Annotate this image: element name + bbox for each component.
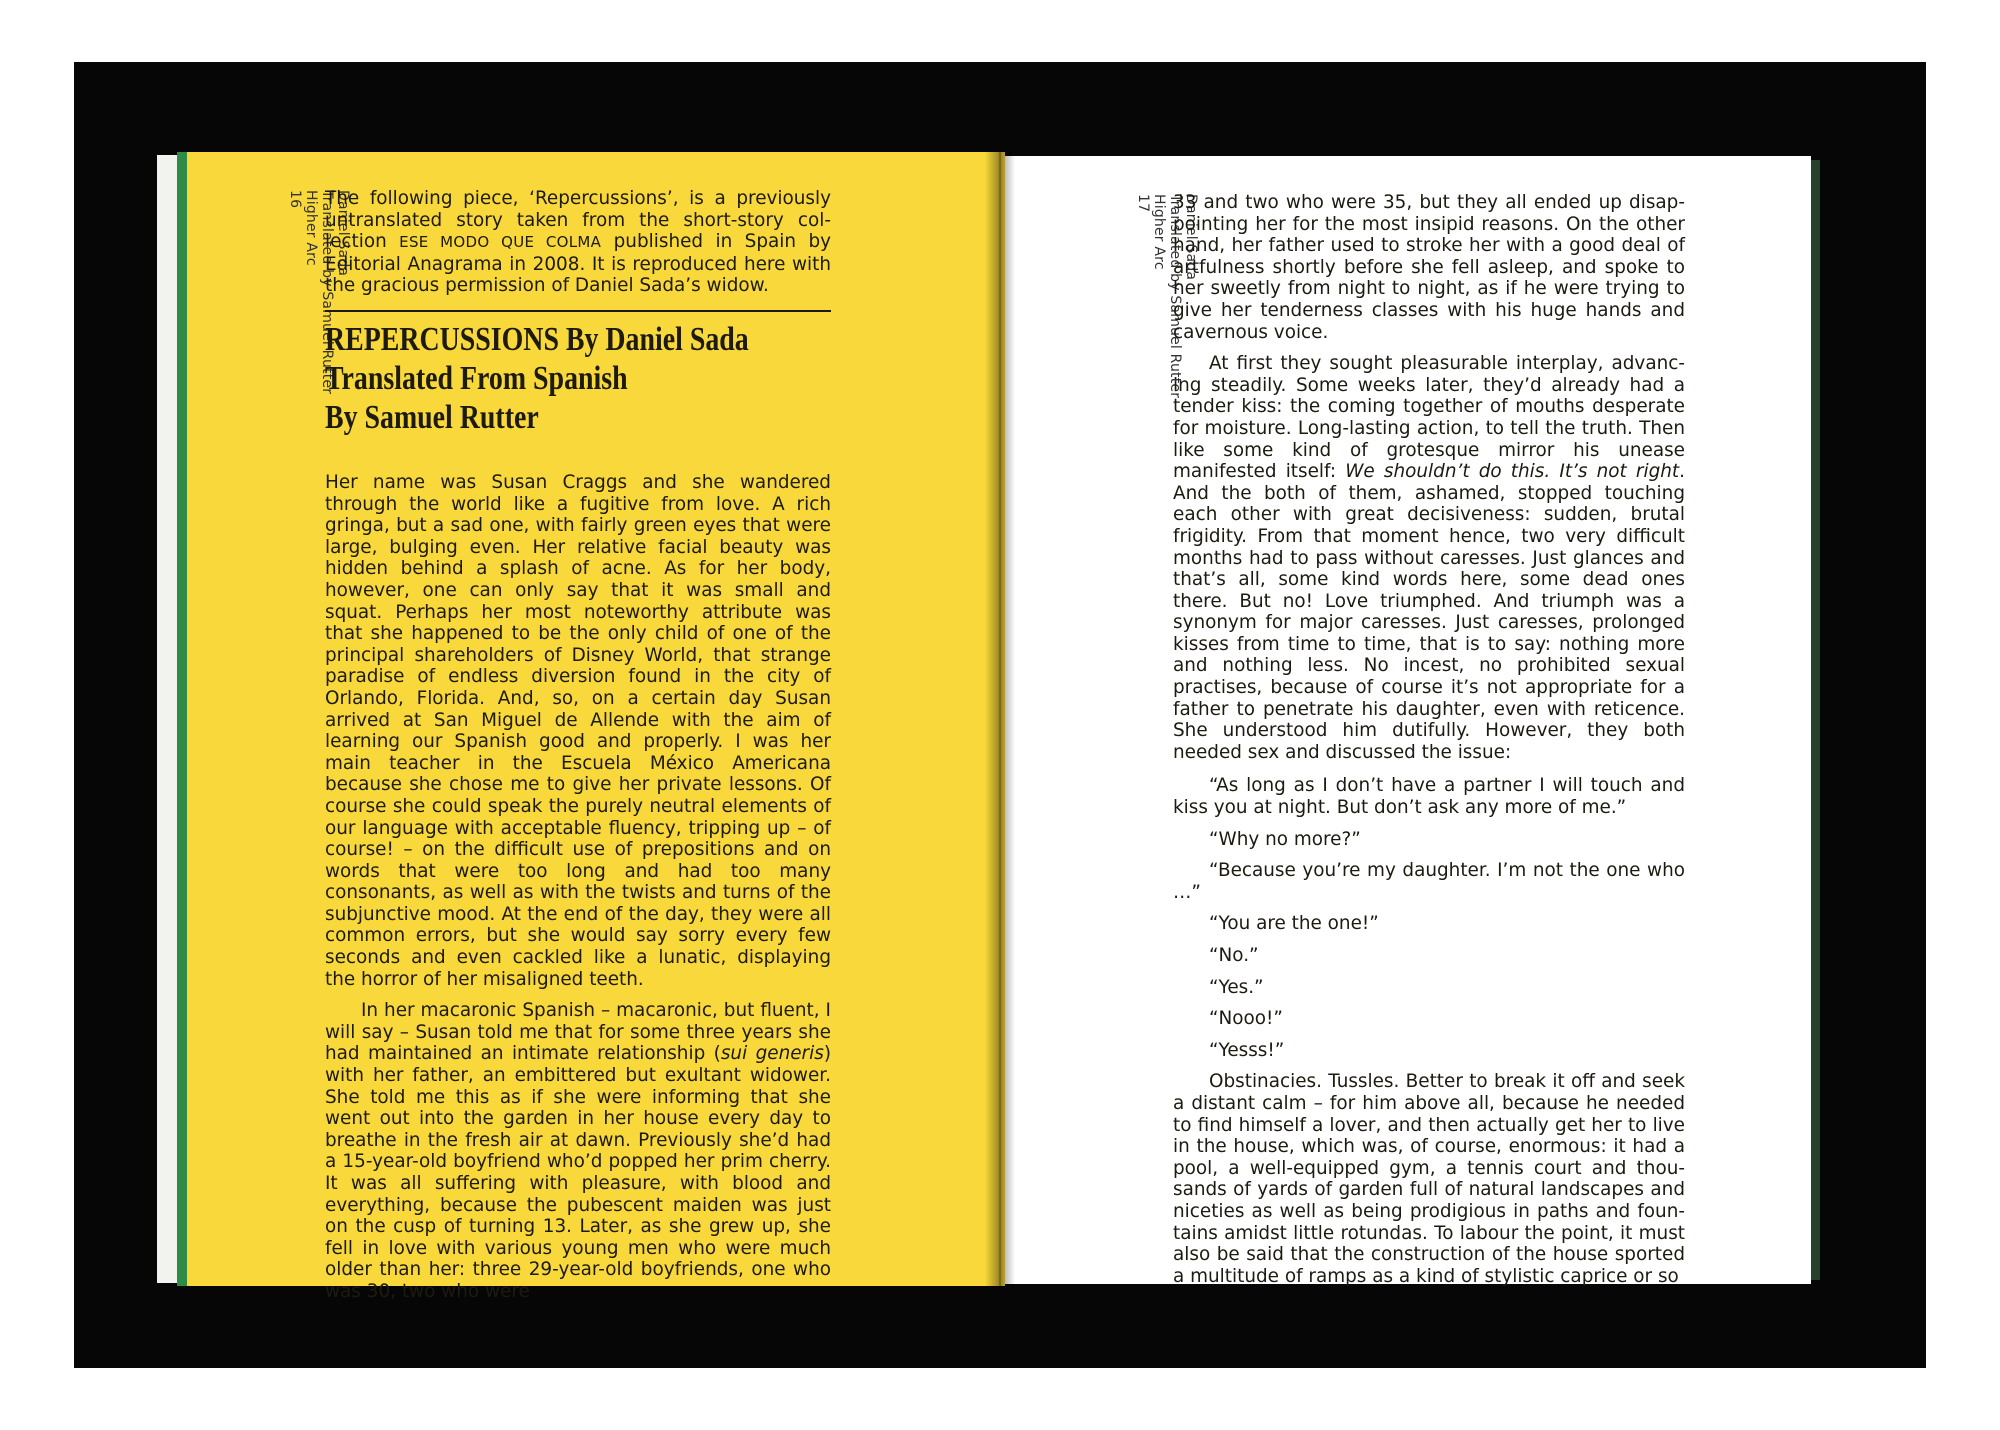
left-page — [187, 152, 1005, 1302]
paragraph: 33 and two who were 35, but they all ended up disappointing her for the most insipid reasons. On the other hand, her father used to stroke her with a good deal of artfulness shortly before she fell asleep, and spoke to her sweetly from night to night, as if he were trying to give her tenderness classes with his huge hands and cavernous voice. — [1173, 192, 1685, 343]
paragraph — [1173, 353, 1685, 763]
paragraph: Her name was Susan Craggs and she wandered through the world like a fugitive from love. A rich gringa, but a sad one, with fairly green eyes that were large, bulging even. Her relative facial beauty was hidden behind a splash of acne. As for her body, however, one can only say that it was small and squat. Perhaps her most noteworthy attribute was that she happened to be the only child of one of the principal shareholders of Disney World, that strange paradise of endless diversion found in the city of Orlando, Florida. And, so, on a certain day Susan arrived at San Miguel de Allende with the aim of learning our Spanish good and properly. I was her main teacher in the Escuela México Americana because she chose me to give her private lessons. Of course she could speak the purely neutral elements of our language with acceptable fluency, tripping up – of course! – on the difficult use of prepositions and on words that were too long and had too many consonants, as well as with the twists and turns of the subjunctive mood. At the end of the day, they were all common errors, but she would say sorry every few seconds and even cackled like a lunatic, displaying the horror of her misaligned teeth. — [325, 472, 831, 990]
page-number: 16 — [287, 190, 303, 209]
dialogue-block — [1173, 775, 1685, 1061]
story-title — [325, 320, 751, 437]
dialogue-line: “No.” — [1209, 945, 1259, 966]
dialogue-line: “Because you’re my daughter. I’m not the one who …” — [1173, 860, 1685, 903]
paragraph-italic: We shouldn’t do this. It’s not right — [1345, 461, 1680, 483]
paragraph-text: At first they sought pleasurable interplay, advancing steadily. Some weeks later, they’d already had a tender kiss: the coming together of mouths desperate for moisture. Long-lasting action, to tell the truth. Then like some kind of grotesque mirror his unease manifested itself: — [1173, 353, 1685, 483]
dialogue-line: “Why no more?” — [1209, 828, 1361, 850]
running-head-magazine: Higher Arc — [303, 190, 319, 266]
intro-text-end: published in Spain by Editorial Anagrama in 2008. It is reproduced here with the gracious permission of Daniel Sada’s widow. — [325, 231, 831, 297]
paragraph — [325, 1000, 831, 1302]
paragraph-text: In her macaronic Spanish – macaronic, but fluent, I will say – Susan told me that for some three years she had maintained an intimate relationship ( — [325, 1000, 831, 1065]
running-head-translator: Translated by Samuel Rutter — [319, 190, 335, 395]
title-line: By Samuel Rutter — [325, 399, 539, 436]
right-body-text — [1173, 192, 1685, 1287]
title-line: REPERCUSSIONS By Daniel Sada — [325, 321, 749, 358]
right-page — [1005, 156, 1811, 1287]
running-head-magazine: Higher Arc — [1151, 194, 1167, 270]
paragraph-text: ) with her father, an embittered but exultant widower. She told me this as if she were informing that she went out into the garden in her house every day to breathe in the fresh air at dawn. Previously she’d had a 15-year-old boyfriend who’d popped her prim cherry. It was all suffering with pleasure, with blood and everything, because the pubescent maiden was just on the cusp of turning 13. Later, as she grew up, she fell in love with various young men who were much older than her: three 29-year-old boyfriends, one who was 30, two who were — [325, 1043, 831, 1302]
intro-note — [325, 188, 831, 297]
paragraph-italic: sui generis — [720, 1043, 824, 1065]
dialogue-line: “Yesss!” — [1209, 1039, 1285, 1061]
intro-text-start: The following piece, ‘Repercussions’, is a previously untranslated story taken from the short-story collection — [325, 188, 831, 253]
dialogue-line: “Nooo!” — [1209, 1008, 1283, 1030]
paragraph: Obstinacies. Tussles. Better to break it off and seek a distant calm – for him above all, because he needed to find himself a lover, and then actually get her to live in the house, which was, of course, enormous: it had a pool, a well-equipped gym, a tennis court and thousands of yards of garden full of natural landscapes and niceties as well as being prodigious in paths and fountains amidst little rotundas. To labour the point, it must also be said that the construction of the house sported a multitude of ramps as a kind of stylistic caprice or so — [1173, 1071, 1685, 1287]
running-head-translator: Translated by Samuel Rutter — [1167, 194, 1183, 399]
left-body-text — [325, 472, 831, 1303]
title-line: Translated From Spanish — [325, 360, 628, 397]
dialogue-line: “Yes.” — [1209, 976, 1264, 998]
running-head-author: Daniel Sada — [335, 190, 351, 277]
dialogue-line: “You are the one!” — [1209, 913, 1379, 935]
dialogue-line: “As long as I don’t have a partner I will touch and kiss you at night. But don’t ask any more of me.” — [1173, 775, 1685, 819]
book-gutter — [985, 152, 1015, 1286]
page-number: 17 — [1135, 194, 1151, 213]
intro-book-title: ESE MODO QUE COLMA — [399, 233, 602, 252]
running-head-author: Daniel Sada — [1183, 194, 1199, 281]
paragraph-text: . And the both of them, ashamed, stopped touching each other with great decisiveness: sudden, brutal frigidity. From that moment hence, two very difficult months had to pass without caresses. Just glances and that’s all, some kind words here, some dead ones there. But no! Love triumphed. And triumph was a synonym for major caresses. Just caresses, prolonged kisses from time to time, that is to say: nothing more and nothing less. No incest, no prohibited sexual practises, because of course it’s not appropriate for a father to penetrate his daughter, even with reticence. She understood him dutifully. However, they both needed sex and discussed the issue: — [1173, 461, 1685, 763]
title-rule — [325, 310, 831, 312]
